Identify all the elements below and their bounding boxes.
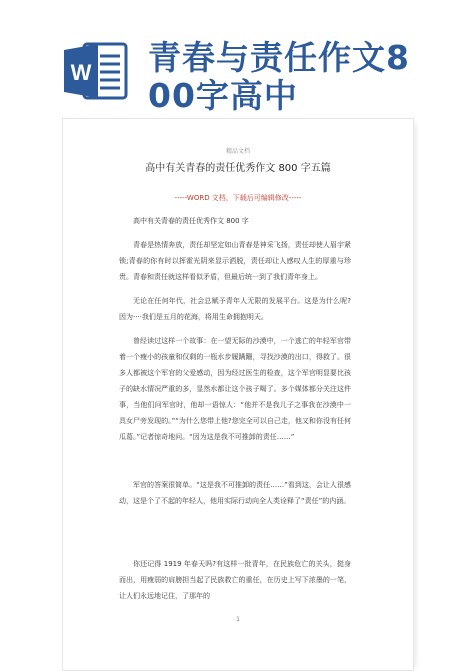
doc-subtitle: 高中有关青春的责任优秀作文 800 字 (133, 217, 249, 225)
paragraph-2: 无论在任何年代，社会总赋予青年人无限的发展平台。这是为什么呢?因为····我们是五月的花海，将用生命拥抱明天。 (119, 297, 351, 321)
page-title-line-1: 青春与责任作文8 (148, 38, 410, 77)
document-page (62, 118, 414, 671)
paragraph-5: 你还记得 1919 年春天吗?有这样一批青年，在民族危亡的关头，挺身而出，用瘦弱的肩膀担当起了民族救亡的重任，在历史上写下浓墨的一笔，让人们永远地记住，了那年的 (119, 560, 351, 600)
word-logo-letter: W (70, 60, 92, 85)
paragraph-4: 军官的答案很简单。“这是我不可推卸的责任……”看到这，会让人很感动，这是个了不起的年轻人，他用实际行动向全人类诠释了“责任”的内涵。 (119, 481, 351, 505)
download-banner: -----WORD 文档，下载后可编辑修改----- (174, 194, 302, 202)
paragraph-3: 曾经读过这样一个故事：在一望无际的沙漠中，一个逃亡的年轻军官带着一个瘦小的孩童和仅剩的一瓶水步履蹒跚，寻找沙漠的出口，得救了。很多人都被这个军官的父爱感动，因为经过医生的检查，这个军官明显要比孩子的缺水情况严重的多，显然水都让这个孩子喝了。多个媒体都分关注这件事，当他们问军官时，他却一语惊人：“他并不是我儿子之事我在沙漠中一具女尸旁发现的。”“为什么您带上他?您完全可以自己走，他又和你没有任何瓜葛。”记者惊奇地问。“因为这是我不可推卸的责任……” (119, 337, 351, 441)
page-header (0, 0, 474, 118)
paragraph-1: 青春是热情奔放，责任却坚定如山青春是神采飞扬，责任却使人眉宇紧锁;青春的你有时以挥霍光阴来显示洒脱，责任却让人感叹人生的厚重与珍贵。青春和责任就这样看似矛盾，但最后统一到了我们青年身上。 (119, 241, 351, 281)
doc-header-text: 精品文档 (225, 148, 250, 155)
word-icon (60, 36, 130, 106)
doc-title: 高中有关青春的责任优秀作文 800 字五篇 (145, 163, 331, 174)
page-number: 1 (236, 616, 240, 623)
page-title-line-2: 00字高中 (148, 76, 298, 115)
